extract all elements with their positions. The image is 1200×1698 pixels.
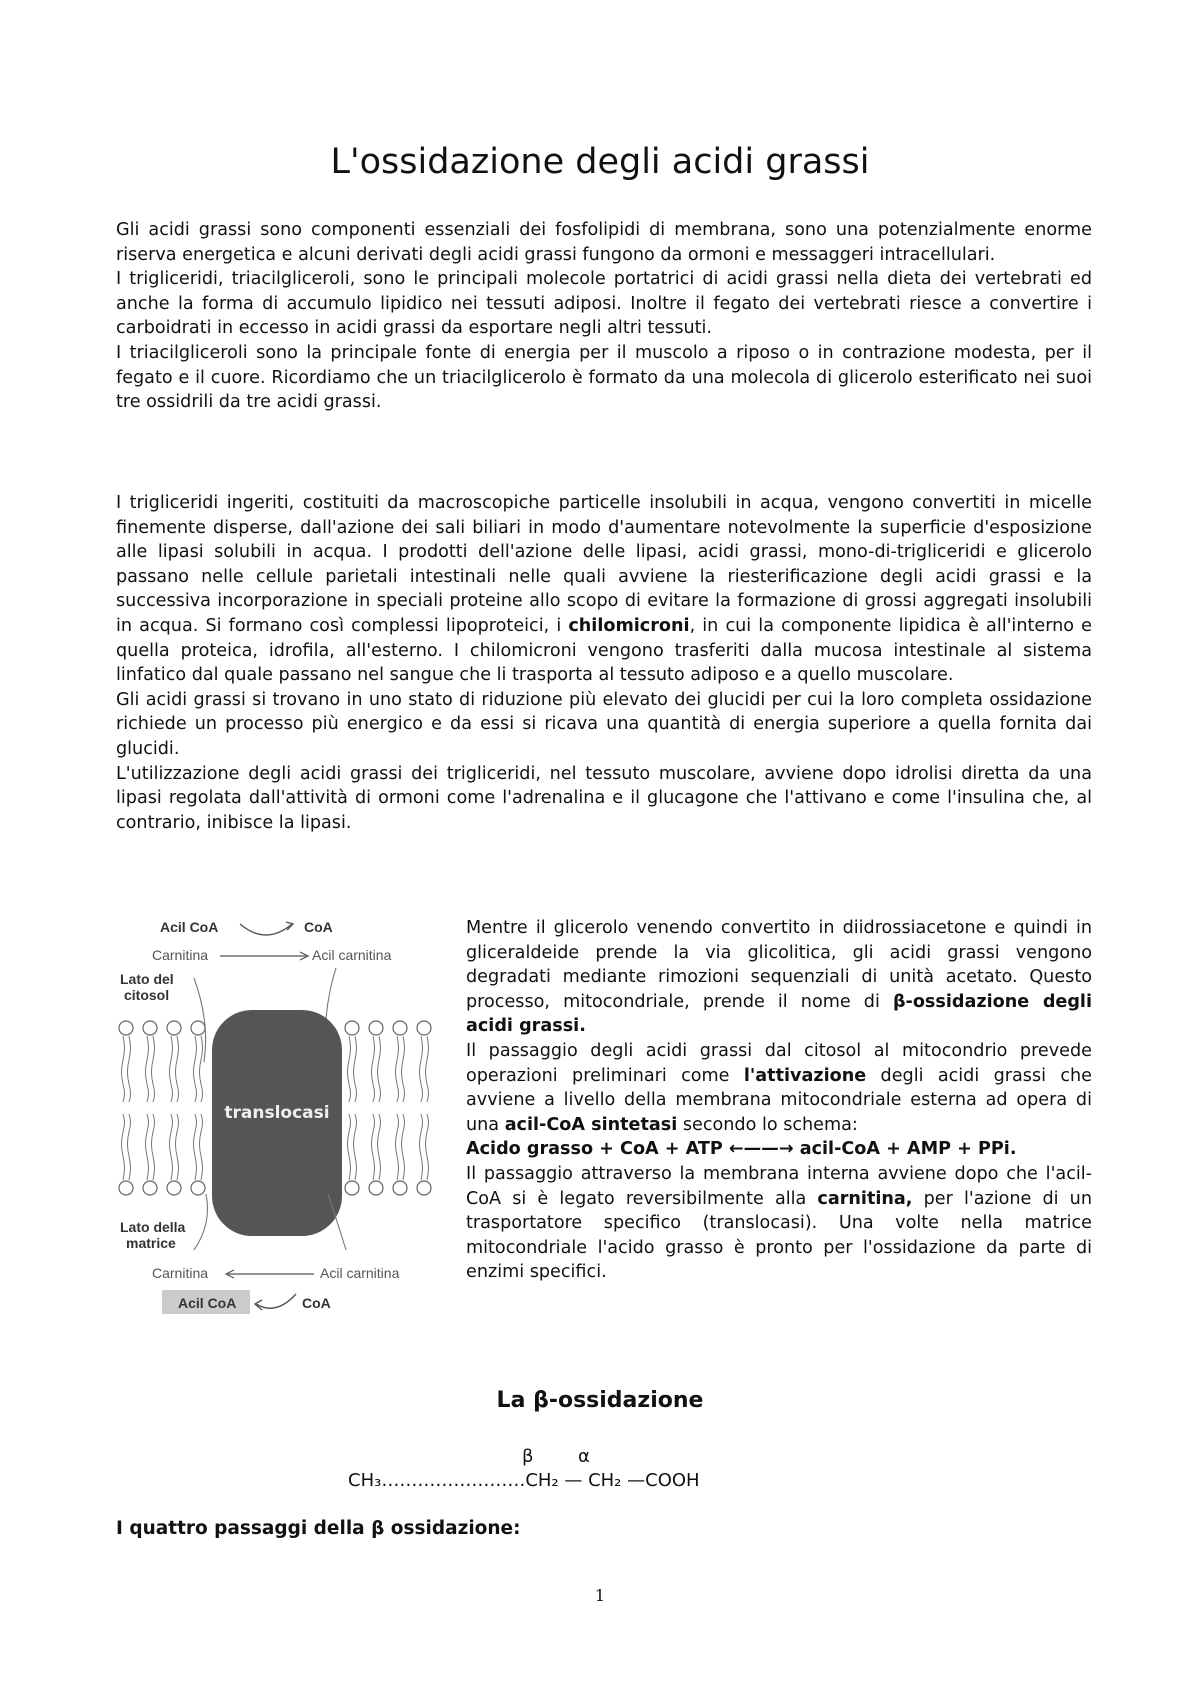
equation-text: Acido grasso + CoA + ATP ←——→ acil-CoA + AMP + PPi. (466, 1139, 1017, 1160)
translocasi-protein (212, 1010, 342, 1236)
fig-lato-citosol-1: Lato del (120, 971, 174, 987)
digestion-paragraph-2: Gli acidi grassi si trovano in uno stato di riduzione più elevato dei glucidi per cui la loro completa ossidazione richiede un processo più energico e da essi si ricava una quantità di energia superiore a quella fornita dai glucidi. (116, 689, 1092, 759)
section-title-beta-oxidation: La β-ossidazione (496, 1388, 704, 1413)
fig-coa-top: CoA (304, 919, 333, 935)
page-number: 1 (594, 1586, 606, 1605)
page-title: L'ossidazione degli acidi grassi (330, 142, 870, 182)
beta-oxidation-term: β-ossidazione degli acidi grassi. (466, 991, 1092, 1037)
right-text-2c: secondo lo schema: (677, 1114, 858, 1135)
carnitina-term: carnitina, (817, 1188, 913, 1209)
beta-label: β (522, 1446, 534, 1467)
fig-translocasi-label: translocasi (224, 1103, 330, 1123)
right-paragraph-1 (466, 916, 1092, 1039)
digestion-text-a: I trigliceridi ingeriti, costituiti da macroscopiche particelle insolubili in acqua, vengono convertiti in micelle finemente disperse, dall'azione dei sali biliari in modo d'aumentare notevolmente la superficie d'esposizione alle lipasi solubili in acqua. I prodotti dell'azione delle lipasi, acidi grassi, mono-di-trigliceridi e glicerolo passano nelle cellule parietali intestinali nelle quali avviene la riesterificazione degli acidi grassi e la successiva incorporazione in speciali proteine allo scopo di evitare la formazione di grossi aggregati insolubili in acqua. Si formano così complessi lipoproteici, i (116, 493, 1092, 636)
fig-acil-coa-top: Acil CoA (160, 919, 219, 935)
fig-lato-matrice-1: Lato della (120, 1219, 186, 1235)
intro-paragraph-3: I triacilgliceroli sono la principale fonte di energia per il muscolo a riposo o in contrazione modesta, per il fegato e il cuore. Ricordiamo che un triacilglicerolo è formato da una molecola di glicerolo esterificato nei suoi tre ossidrili da tre acidi grassi. (116, 342, 1092, 413)
intro-paragraph-2: I trigliceridi, triacilgliceroli, sono le principali molecole portatrici di acidi grassi nella dieta dei vertebrati ed anche la forma di accumulo lipidico nei tessuti adiposi. Inoltre il fegato dei vertebrati riesce a convertire i carboidrati in eccesso in acidi grassi da esportare negli altri tessuti. (116, 269, 1092, 339)
curved-arrow-top (240, 924, 292, 935)
fig-coa-bottom: CoA (302, 1295, 331, 1311)
activation-section (466, 916, 1092, 1285)
sintetasi-term: acil-CoA sintetasi (504, 1114, 678, 1135)
carnitine-shuttle-figure (116, 912, 456, 1322)
activation-equation (466, 1137, 1092, 1162)
right-text-1a: Mentre il glicerolo venendo convertito in diidrossiacetone e quindi in gliceraldeide prende la via glicolitica, gli acidi grassi vengono degradati mediante rimozioni sequenziali di unità acetato. Questo processo, mitocondriale, prende il nome di (466, 918, 1092, 1012)
digestion-paragraph-3: L'utilizzazione degli acidi grassi dei trigliceridi, nel tessuto muscolare, avviene dopo idrolisi diretta da una lipasi regolata dall'attività di ormoni come l'adrenalina e il glucagone che l'attivano e come l'insulina che, al contrario, inibisce la lipasi. (116, 763, 1092, 833)
alpha-label: α (578, 1446, 590, 1467)
chilomicroni-term: chilomicroni (568, 615, 690, 636)
curved-arrow-bottom (256, 1294, 296, 1308)
intro-section (116, 218, 1092, 415)
right-paragraph-2 (466, 1039, 1092, 1137)
membrane-right (345, 1021, 431, 1195)
intro-paragraph-1: Gli acidi grassi sono componenti essenziali dei fosfolipidi di membrana, sono una potenzialmente enorme riserva energetica e alcuni derivati degli acidi grassi fungono da ormoni e messaggeri intracellulari. (116, 220, 1092, 265)
digestion-text-b: , in cui la componente lipidica è all'interno e quella proteica, idrofila, all'esterno. I chilomicroni vengono trasferiti dalla mucosa intestinale al sistema linfatico dal quale passano nel sangue che li trasporta al tessuto adiposo e a quello muscolare. (116, 615, 1092, 686)
attivazione-term: l'attivazione (743, 1065, 867, 1086)
membrane-left (119, 1021, 205, 1195)
digestion-paragraph-1 (116, 491, 1092, 688)
right-text-2b: degli acidi grassi che avviene a livello della membrana mitocondriale esterna ad opera di una (466, 1065, 1092, 1135)
right-text-3a: Il passaggio attraverso la membrana interna avviene dopo che l'acil-CoA si è legato reversibilmente alla (466, 1163, 1092, 1209)
steps-heading: I quattro passaggi della β ossidazione: (116, 1518, 521, 1539)
right-text-3b: per l'azione di un trasportatore specifico (translocasi). Una volte nella matrice mitocondriale l'acido grasso è pronto per l'ossidazione da parte di enzimi specifici. (466, 1188, 1092, 1283)
carbon-chain: CH₃……………………CH₂ — CH₂ —COOH (348, 1470, 700, 1491)
fig-carnitina-bottom: Carnitina (152, 1265, 209, 1281)
right-paragraph-3 (466, 1162, 1092, 1285)
right-text-2a: Il passaggio degli acidi grassi dal citosol al mitocondrio prevede operazioni preliminari come (466, 1040, 1092, 1086)
fig-lato-citosol-2: citosol (124, 987, 170, 1003)
fig-acil-coa-bottom: Acil CoA (178, 1295, 237, 1311)
fig-acil-carnitina-top: Acil carnitina (312, 947, 392, 963)
fig-carnitina-top: Carnitina (152, 947, 209, 963)
carnitine-shuttle-diagram (116, 912, 456, 1322)
digestion-section (116, 491, 1092, 835)
fig-lato-matrice-2: matrice (126, 1235, 176, 1251)
fig-acil-carnitina-bottom: Acil carnitina (320, 1265, 400, 1281)
